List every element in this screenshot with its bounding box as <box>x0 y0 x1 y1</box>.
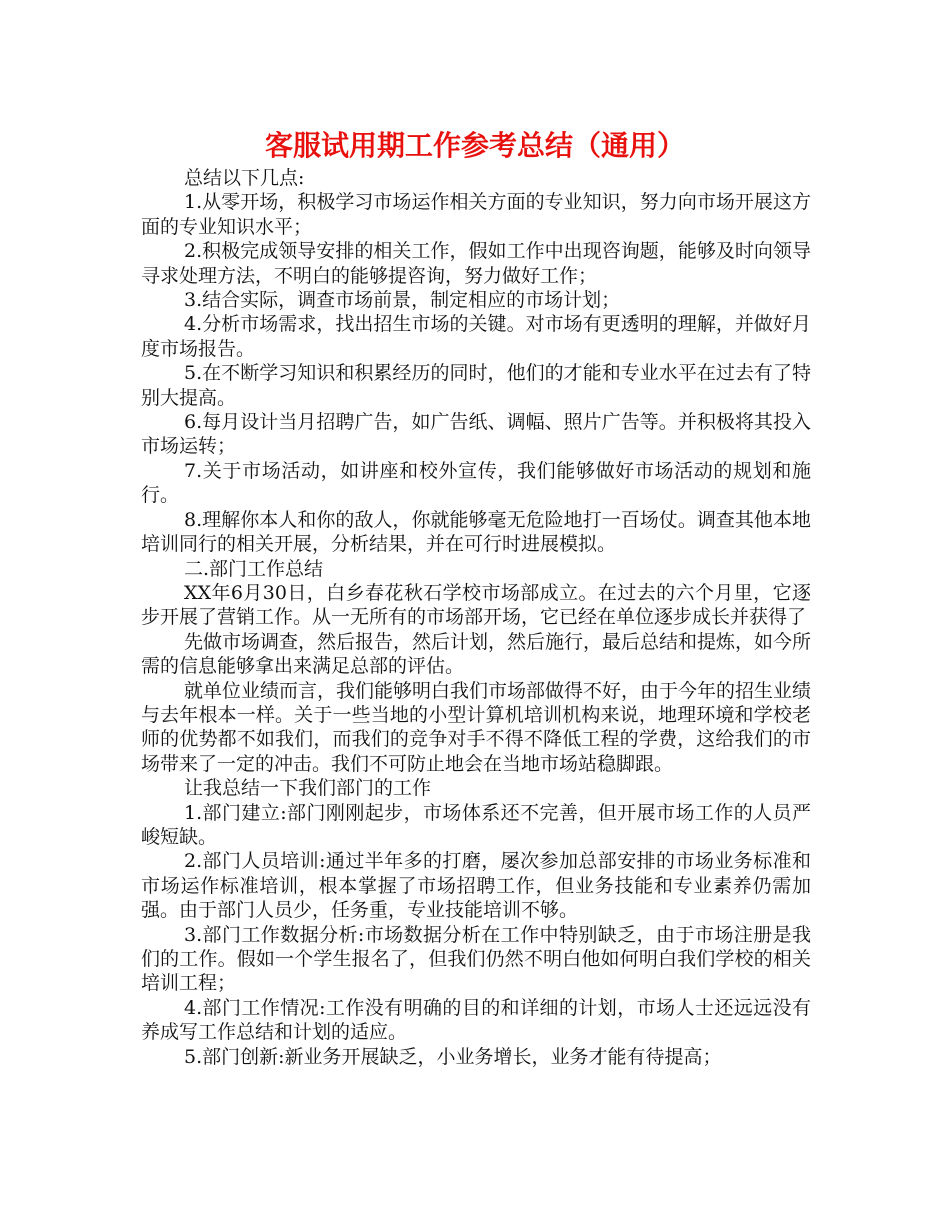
paragraph-point-2: 2.积极完成领导安排的相关工作，假如工作中出现咨询题，能够及时向领导寻求处理方法，不明白的能够提咨询，努力做好工作； <box>141 240 811 287</box>
paragraph-point-3: 3.结合实际，调查市场前景，制定相应的市场计划； <box>184 289 621 312</box>
paragraph-department-founding: XX年6月30日，白乡春花秋石学校市场部成立。在过去的六个月里，它逐步开展了营销工作。从一无所有的市场部开场，它已经在单位逐步成长并获得了 <box>141 581 811 629</box>
paragraph-point-4: 4.分析市场需求，找出招生市场的关键。对市场有更透明的理解，并做好月度市场报告。 <box>141 313 811 360</box>
document-title: 客服试用期工作参考总结（通用） <box>264 129 685 162</box>
document-body <box>141 166 811 1069</box>
section-heading-department: 二.部门工作总结 <box>184 557 324 580</box>
paragraph-dept-point-2: 2.部门人员培训:通过半年多的打磨，屡次参加总部安排的市场业务标准和市场运作标准培训，根本掌握了市场招聘工作，但业务技能和专业素养仍需加强。由于部门人员少，任务重，专业技能培训不够。 <box>141 850 811 922</box>
paragraph-process: 先做市场调查，然后报告，然后计划，然后施行，最后总结和提炼，如今所需的信息能够拿出来满足总部的评估。 <box>141 630 812 678</box>
paragraph-point-1: 1.从零开场，积极学习市场运作相关方面的专业知识，努力向市场开展这方面的专业知识水平； <box>141 191 811 238</box>
paragraph-point-7: 7.关于市场活动，如讲座和校外宣传，我们能够做好市场活动的规划和施行。 <box>141 459 811 507</box>
paragraph-summary-lead: 让我总结一下我们部门的工作 <box>184 777 432 800</box>
paragraph-point-6: 6.每月设计当月招聘广告，如广告纸、调幅、照片广告等。并积极将其投入市场运转； <box>141 411 811 458</box>
paragraph-summary-intro: 总结以下几点: <box>184 167 305 189</box>
paragraph-dept-point-3: 3.部门工作数据分析:市场数据分析在工作中特别缺乏，由于市场注册是我们的工作。假如一个学生报名了，但我们仍然不明白他如何明白我们学校的相关培训工程； <box>141 923 811 995</box>
paragraph-dept-point-1: 1.部门建立:部门刚刚起步，市场体系还不完善，但开展市场工作的人员严峻短缺。 <box>141 801 811 848</box>
paragraph-dept-point-4: 4.部门工作情况:工作没有明确的目的和详细的计划，市场人士还远远没有养成写工作总结和计划的适应。 <box>141 996 811 1044</box>
paragraph-point-8: 8.理解你本人和你的敌人，你就能够毫无危险地打一百场仗。调查其他本地培训同行的相关开展，分析结果，并在可行时进展模拟。 <box>141 508 811 556</box>
paragraph-point-5: 5.在不断学习知识和积累经历的同时，他们的才能和专业水平在过去有了特别大提高。 <box>141 362 811 409</box>
paragraph-performance: 就单位业绩而言，我们能够明白我们市场部做得不好，由于今年的招生业绩与去年根本一样。关于一些当地的小型计算机培训机构来说，地理环境和学校老师的优势都不如我们，而我们的竞争对手不得不降低工程的学费，这给我们的市场带来了一定的冲击。我们不可防止地会在当地市场站稳脚跟。 <box>141 679 812 775</box>
paragraph-dept-point-5: 5.部门创新:新业务开展缺乏，小业务增长，业务才能有待提高； <box>184 1045 722 1068</box>
